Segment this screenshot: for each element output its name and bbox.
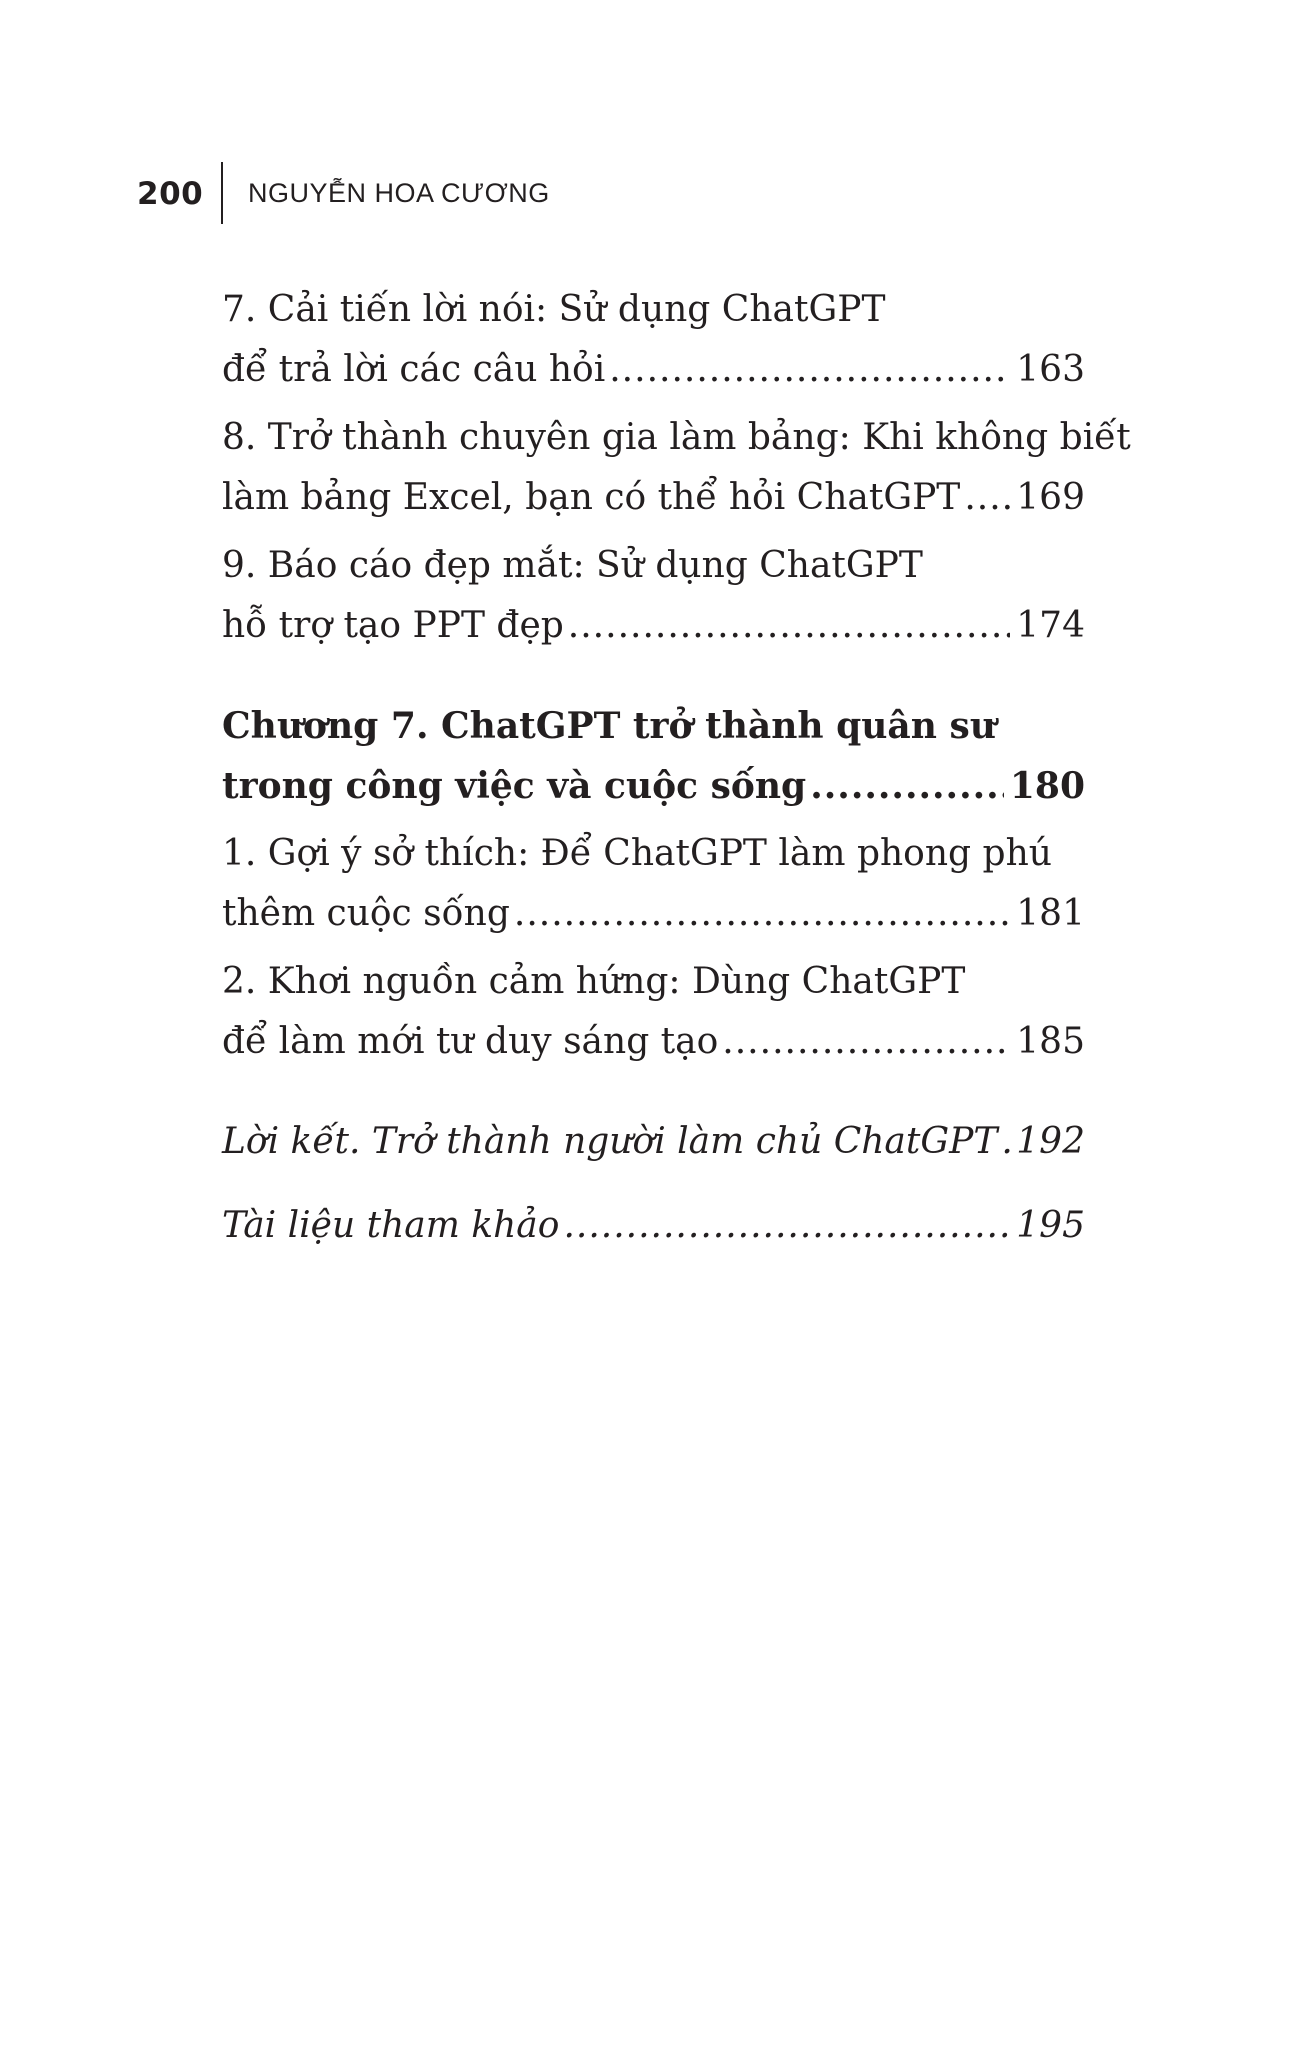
toc-entry-line bbox=[222, 756, 1085, 816]
toc-entry-title: 1. Gợi ý sở thích: Để ChatGPT làm phong phú bbox=[222, 833, 1052, 874]
toc-entry-title: 9. Báo cáo đẹp mắt: Sử dụng ChatGPT bbox=[222, 545, 923, 586]
toc-entry-page: 192 bbox=[1016, 1121, 1085, 1162]
toc-entry-page: 195 bbox=[1016, 1205, 1085, 1246]
toc-entry-references bbox=[222, 1196, 1085, 1256]
toc-entry-page: 163 bbox=[1016, 349, 1085, 390]
toc-entry-line bbox=[222, 1112, 1085, 1172]
toc-entry-section-2 bbox=[222, 952, 1085, 1072]
toc-entry-line bbox=[222, 1196, 1085, 1256]
dot-leader bbox=[1001, 1112, 1010, 1172]
toc-chapter-title: Chương 7. ChatGPT trở thành quân sư bbox=[222, 705, 996, 747]
toc-entry-section-8 bbox=[222, 408, 1131, 528]
dot-leader bbox=[609, 340, 1010, 400]
toc-entry-line bbox=[222, 596, 1085, 656]
toc-entry-line bbox=[222, 952, 1085, 1012]
toc-entry-epilogue bbox=[222, 1112, 1085, 1172]
toc-entry-line bbox=[222, 824, 1085, 884]
running-title: NGUYỄN HOA CƯƠNG bbox=[248, 178, 550, 208]
toc-entry-title: Tài liệu tham khảo bbox=[222, 1205, 560, 1246]
toc-entry-page: 185 bbox=[1016, 1021, 1085, 1062]
dot-leader bbox=[722, 1012, 1010, 1072]
dot-leader bbox=[514, 884, 1010, 944]
toc-entry-line bbox=[222, 408, 1131, 468]
toc-chapter-title-continued: trong công việc và cuộc sống bbox=[222, 765, 807, 807]
dot-leader bbox=[563, 1196, 1010, 1256]
dot-leader bbox=[810, 756, 1004, 816]
toc-entry-page: 180 bbox=[1009, 765, 1085, 807]
toc-entry-title-continued: hỗ trợ tạo PPT đẹp bbox=[222, 605, 564, 646]
toc-entry-title-continued: thêm cuộc sống bbox=[222, 893, 510, 934]
toc-entry-section-1 bbox=[222, 824, 1085, 944]
toc-entry-title: Lời kết. Trở thành người làm chủ ChatGPT bbox=[222, 1121, 998, 1162]
toc-entry-page: 169 bbox=[1016, 477, 1085, 518]
toc-entry-page: 174 bbox=[1016, 605, 1085, 646]
toc-entry-chapter-7 bbox=[222, 696, 1085, 816]
table-of-contents bbox=[222, 280, 1131, 1256]
page-number: 200 bbox=[137, 176, 204, 212]
toc-entry-line bbox=[222, 696, 1085, 756]
toc-entry-line bbox=[222, 468, 1085, 528]
toc-entry-title-continued: để trả lời các câu hỏi bbox=[222, 349, 606, 390]
toc-entry-title-continued: làm bảng Excel, bạn có thể hỏi ChatGPT bbox=[222, 477, 961, 518]
toc-entry-title: 2. Khơi nguồn cảm hứng: Dùng ChatGPT bbox=[222, 961, 966, 1002]
toc-entry-section-7 bbox=[222, 280, 1085, 400]
toc-entry-section-9 bbox=[222, 536, 1085, 656]
toc-entry-line bbox=[222, 340, 1085, 400]
dot-leader bbox=[964, 468, 1010, 528]
toc-entry-line bbox=[222, 536, 1085, 596]
toc-entry-title-continued: để làm mới tư duy sáng tạo bbox=[222, 1021, 719, 1062]
toc-entry-page: 181 bbox=[1016, 893, 1085, 934]
toc-entry-line bbox=[222, 280, 1085, 340]
toc-entry-title: 7. Cải tiến lời nói: Sử dụng ChatGPT bbox=[222, 289, 886, 330]
page-header bbox=[0, 158, 1290, 230]
header-divider bbox=[221, 162, 223, 224]
toc-entry-line bbox=[222, 1012, 1085, 1072]
toc-entry-title: 8. Trở thành chuyên gia làm bảng: Khi không biết bbox=[222, 417, 1131, 458]
dot-leader bbox=[568, 596, 1010, 656]
toc-entry-line bbox=[222, 884, 1085, 944]
